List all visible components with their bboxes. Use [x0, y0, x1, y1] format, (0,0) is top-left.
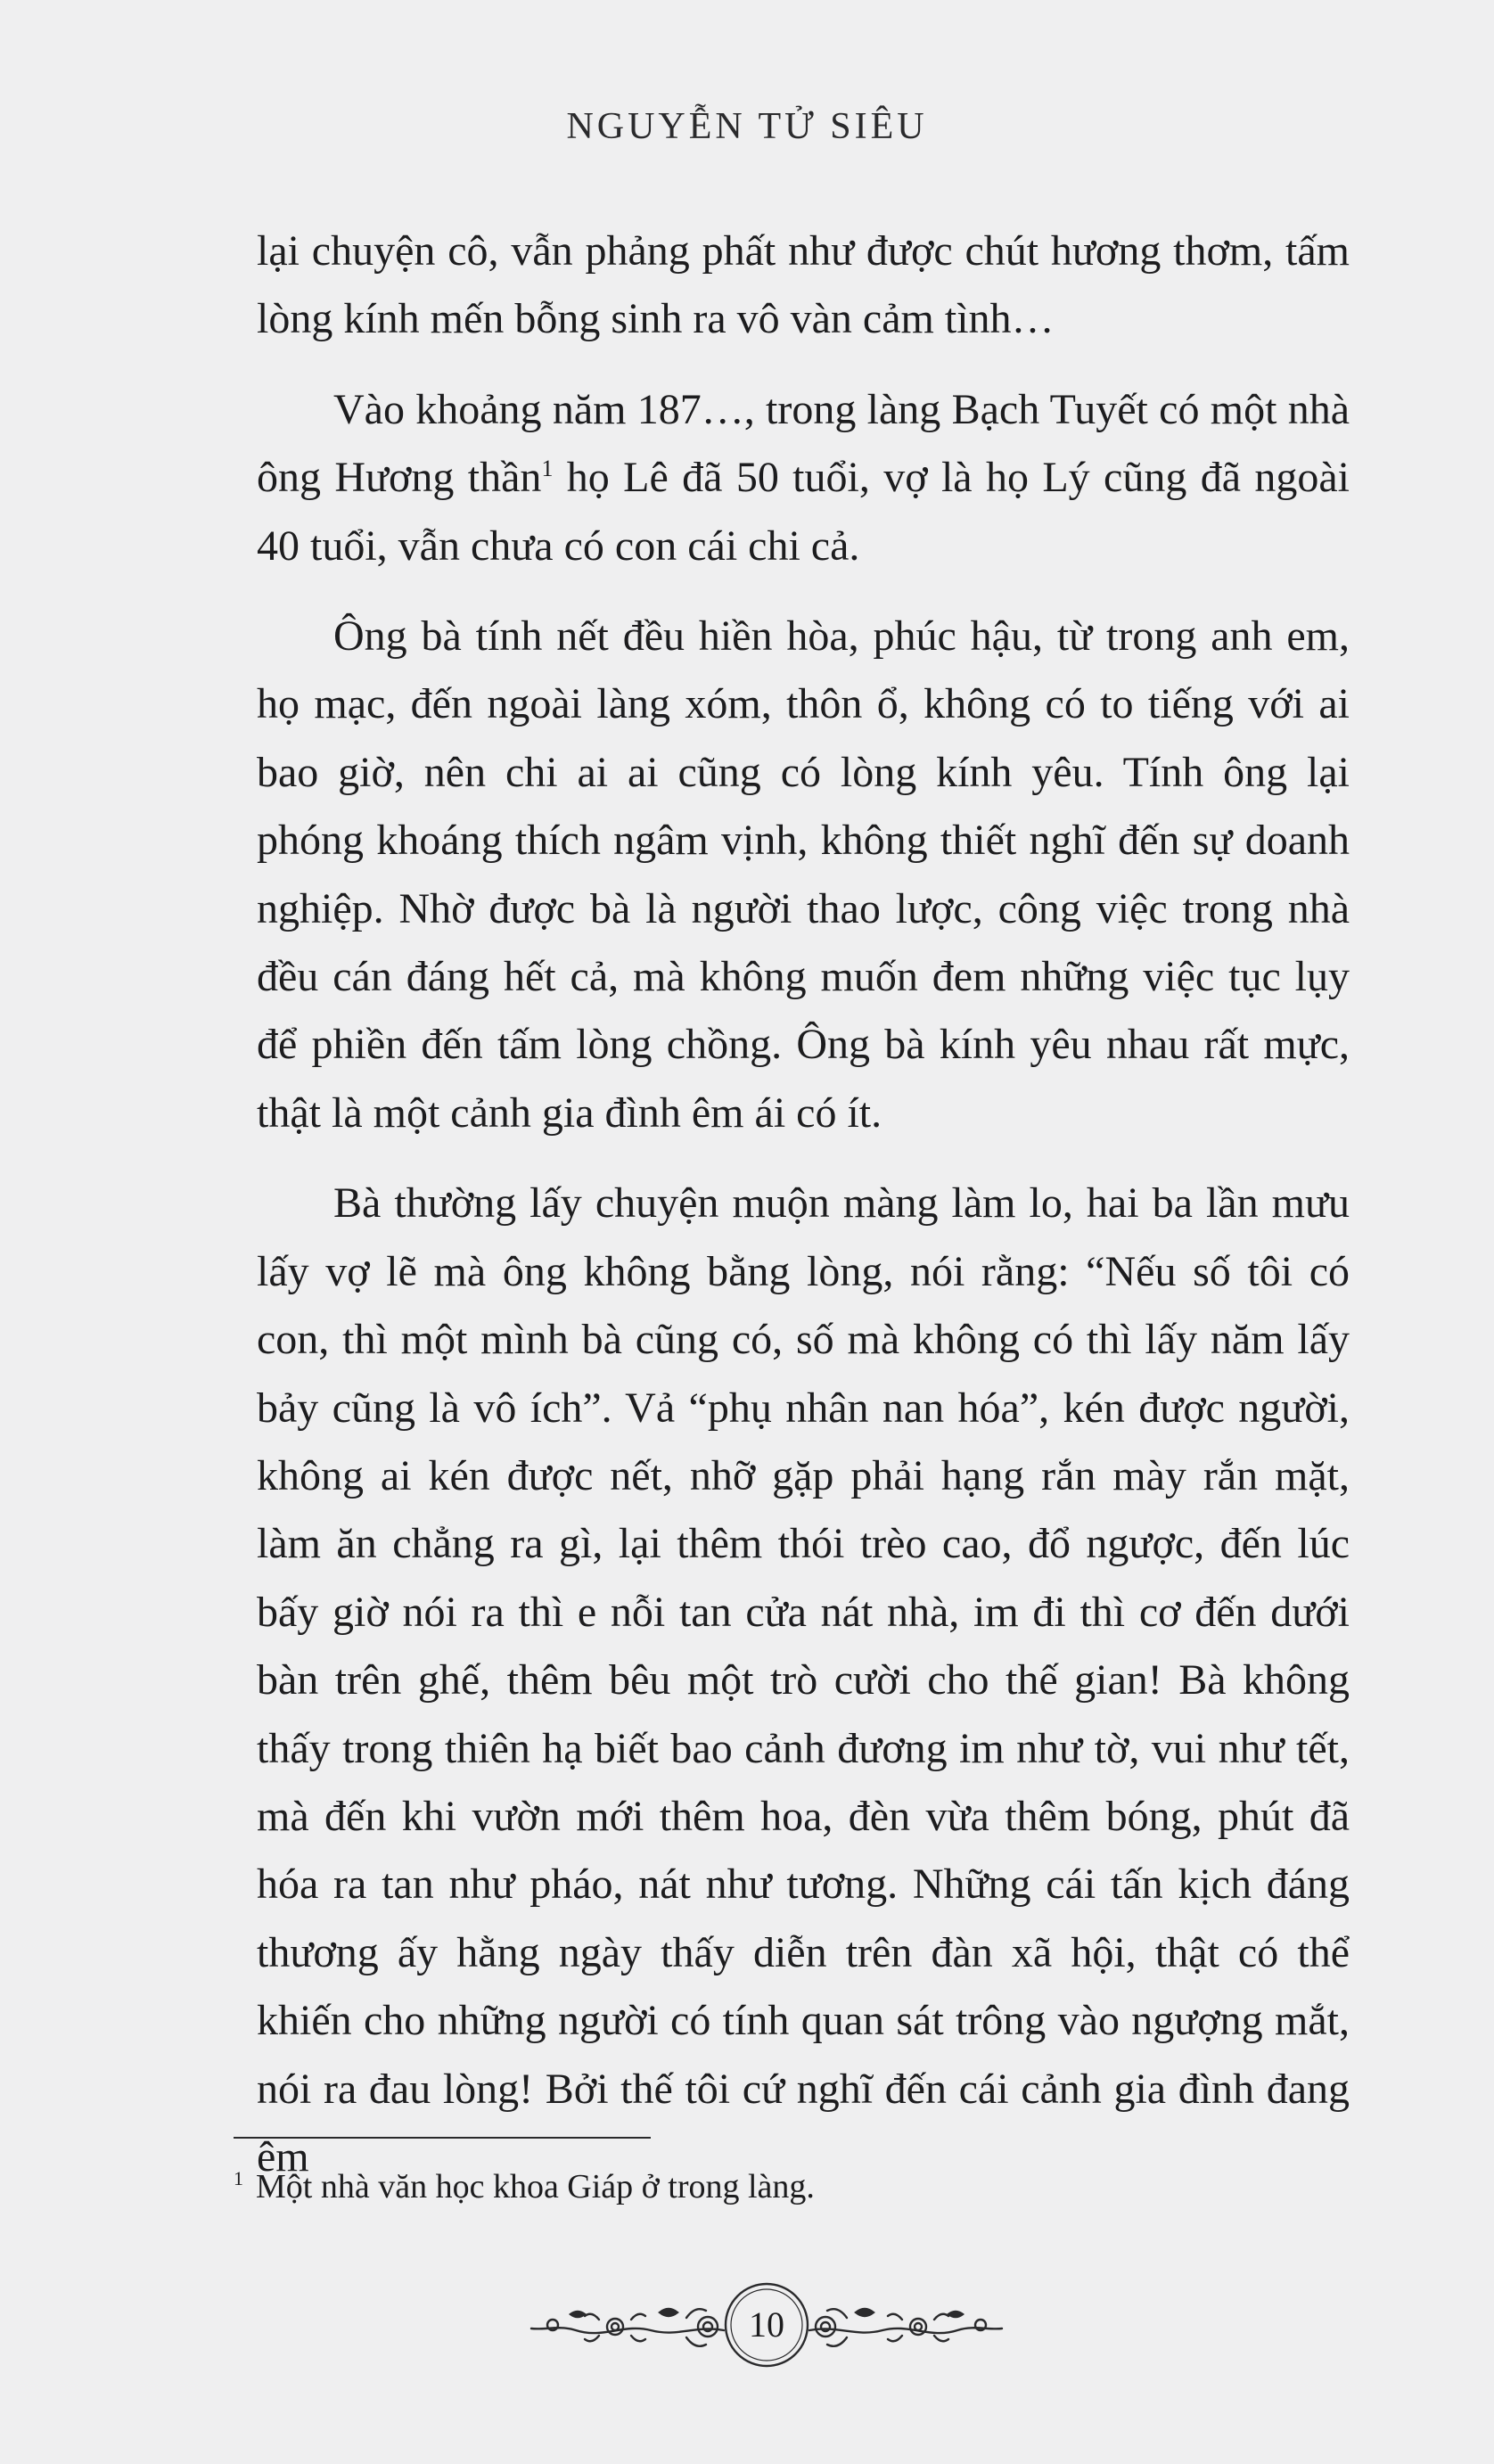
paragraph-2-after-note: họ Lê đã 50 tuổi, vợ là họ Lý cũng đã ngoài 40 tuổi, vẫn chưa có con cái chi cả. — [257, 454, 1350, 570]
paragraph-3: Ông bà tính nết đều hiền hòa, phúc hậu, từ trong anh em, họ mạc, đến ngoài làng xóm, thôn ổ, không có to tiếng với ai bao giờ, nên chi ai ai cũng có lòng kính yêu. Tính ông lại phóng khoáng thích ngâm vịnh, không thiết nghĩ đến sự doanh nghiệp. Nhờ được bà là người thao lược, công việc trong nhà đều cán đáng hết cả, mà không muốn đem những việc tục lụy để phiền đến tấm lòng chồng. Ông bà kính yêu nhau rất mực, thật là một cảnh gia đình êm ái có ít. — [257, 612, 1350, 1137]
body-text — [257, 218, 1350, 2213]
footnote-mark: 1 — [234, 2167, 243, 2190]
footnote-divider — [234, 2137, 651, 2139]
paragraph-1: lại chuyện cô, vẫn phảng phất như được chút hương thơm, tấm lòng kính mến bỗng sinh ra vô vàn cảm tình… — [257, 227, 1350, 343]
paragraph-2 — [257, 376, 1350, 580]
paragraph-4: Bà thường lấy chuyện muộn màng làm lo, hai ba lần mưu lấy vợ lẽ mà ông không bằng lòng, nói rằng: “Nếu số tôi có con, thì một mình bà cũng có, số mà không có thì lấy năm lấy bảy cũng là vô ích”. Vả “phụ nhân nan hóa”, kén được người, không ai kén được nết, nhỡ gặp phải hạng rắn mày rắn mặt, làm ăn chẳng ra gì, lại thêm thói trèo cao, đổ ngược, đến lúc bấy giờ nói ra thì e nỗi tan cửa nát nhà, im đi thì cơ đến dưới bàn trên ghế, thêm bêu một trò cười cho thế gian! Bà không thấy trong thiên hạ biết bao cảnh đương im như tờ, vui như tết, mà đến khi vườn mới thêm hoa, đèn vừa thêm bóng, phút đã hóa ra tan như pháo, nát như tương. Những cái tấn kịch đáng thương ấy hằng ngày thấy diễn trên đàn xã hội, thật có thể khiến cho những người có tính quan sát trông vào ngượng mắt, nói ra đau lòng! Bởi thế tôi cứ nghĩ đến cái cảnh gia đình đang êm — [257, 1179, 1350, 2181]
footnote-reference-mark: 1 — [541, 456, 554, 482]
footnote-text: Một nhà văn học khoa Giáp ở trong làng. — [256, 2168, 815, 2205]
page-number: 10 — [749, 2304, 784, 2345]
running-header: NGUYỄN TỬ SIÊU — [566, 106, 928, 147]
footnote — [234, 2164, 1303, 2209]
paragraph-2-before-note: Vào khoảng năm 187…, trong làng Bạch Tuyết có một nhà ông Hương thần — [257, 385, 1350, 502]
